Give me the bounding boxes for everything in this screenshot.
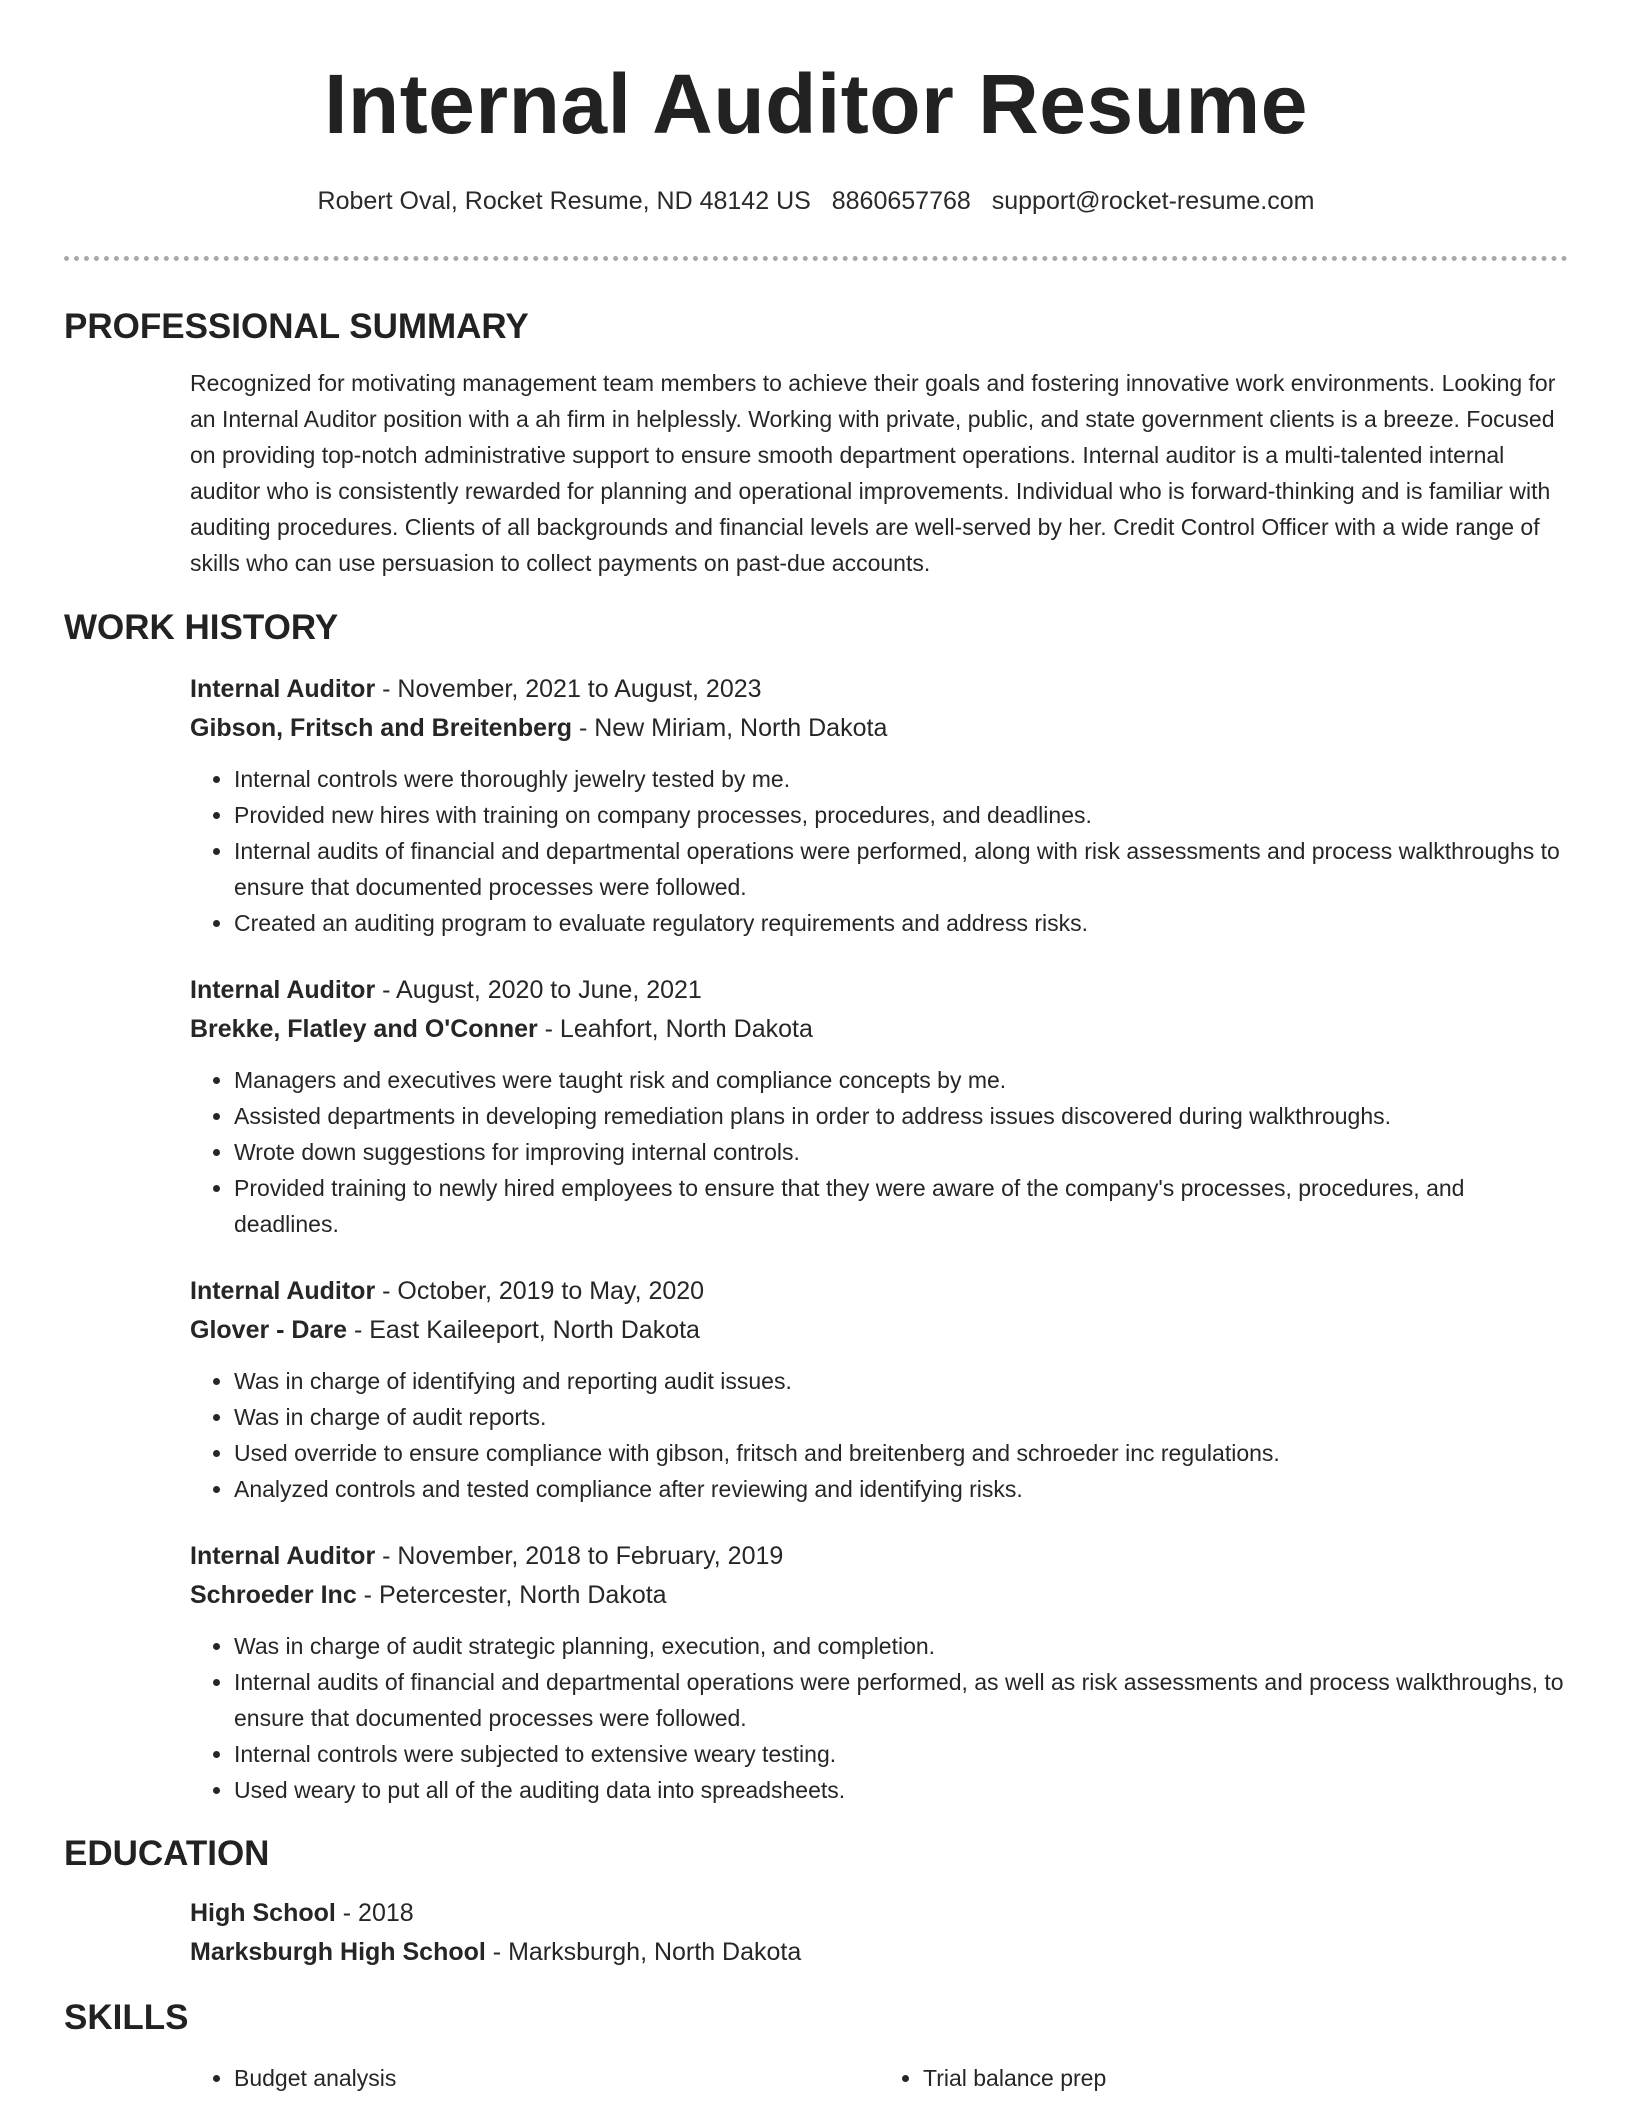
job-bullet: • Created an auditing program to evaluate regulatory requirements and address risks. xyxy=(234,905,1568,941)
job-entry xyxy=(190,971,1568,1242)
job-bullet: • Provided training to newly hired employees to ensure that they were aware of the company's processes, procedures, and deadlines. xyxy=(234,1170,1568,1242)
job-title: Internal Auditor xyxy=(190,1542,376,1570)
job-bullets xyxy=(190,1062,1568,1242)
job-bullet: • Used weary to put all of the auditing data into spreadsheets. xyxy=(234,1772,1568,1808)
skill-item: • Budget analysis xyxy=(234,2060,879,2096)
job-company-line xyxy=(190,1010,1568,1049)
education-entry xyxy=(190,1894,1568,1972)
job-company: Schroeder Inc xyxy=(190,1581,357,1609)
job-entry xyxy=(190,1537,1568,1808)
summary-text: Recognized for motivating management team members to achieve their goals and fostering innovative work environments. Looking for an Internal Auditor position with a ah firm in helplessly. Working with private, public, and state government clients is a breeze. Focused on providing top-notch administrative support to ensure smooth department operations. Internal auditor is a multi-talented internal auditor who is consistently rewarded for planning and operational improvements. Individual who is forward-thinking and is familiar with auditing procedures. Clients of all backgrounds and financial levels are well-served by her. Credit Control Officer with a wide range of skills who can use persuasion to collect payments on past-due accounts. xyxy=(190,370,1556,576)
job-entry xyxy=(190,670,1568,941)
education-location: - Marksburgh, North Dakota xyxy=(485,1938,802,1966)
job-company-line xyxy=(190,1311,1568,1350)
job-bullet: • Was in charge of audit reports. xyxy=(234,1399,1568,1435)
job-bullet: • Analyzed controls and tested compliance after reviewing and identifying risks. xyxy=(234,1471,1568,1507)
job-company-line xyxy=(190,709,1568,748)
job-bullet: • Provided new hires with training on company processes, procedures, and deadlines. xyxy=(234,797,1568,833)
job-company-line xyxy=(190,1576,1568,1615)
work-history-heading: WORK HISTORY xyxy=(64,608,339,647)
education-school-line xyxy=(190,1933,1568,1972)
job-title: Internal Auditor xyxy=(190,675,376,703)
job-bullet: • Wrote down suggestions for improving internal controls. xyxy=(234,1134,1568,1170)
job-location: - New Miriam, North Dakota xyxy=(572,714,888,742)
job-bullet: • Internal controls were subjected to extensive weary testing. xyxy=(234,1736,1568,1772)
header-divider xyxy=(64,256,1568,261)
job-bullet: • Was in charge of identifying and reporting audit issues. xyxy=(234,1363,1568,1399)
summary-heading: PROFESSIONAL SUMMARY xyxy=(64,307,529,346)
job-dates: - November, 2018 to February, 2019 xyxy=(375,1542,784,1570)
job-location: - East Kaileeport, North Dakota xyxy=(347,1316,700,1344)
job-bullets xyxy=(190,1363,1568,1507)
job-bullets xyxy=(190,761,1568,941)
contact-line xyxy=(64,184,1568,218)
skill-item: • Trial balance prep xyxy=(923,2060,1568,2096)
contact-phone: 8860657768 xyxy=(831,187,971,215)
job-bullet: • Was in charge of audit strategic planning, execution, and completion. xyxy=(234,1628,1568,1664)
job-bullet: • Assisted departments in developing remediation plans in order to address issues discovered during walkthroughs. xyxy=(234,1098,1568,1134)
job-location: - Petercester, North Dakota xyxy=(356,1581,667,1609)
job-title-line xyxy=(190,670,1568,709)
job-company: Gibson, Fritsch and Breitenberg xyxy=(190,714,572,742)
job-title: Internal Auditor xyxy=(190,1277,376,1305)
education-school: Marksburgh High School xyxy=(190,1938,486,1966)
skills-heading: SKILLS xyxy=(64,1998,189,2037)
job-location: - Leahfort, North Dakota xyxy=(537,1015,813,1043)
job-title-line xyxy=(190,971,1568,1010)
education-heading: EDUCATION xyxy=(64,1834,270,1873)
job-bullet: • Internal controls were thoroughly jewelry tested by me. xyxy=(234,761,1568,797)
job-bullet: • Managers and executives were taught risk and compliance concepts by me. xyxy=(234,1062,1568,1098)
skills-list xyxy=(190,2060,1568,2096)
job-dates: - October, 2019 to May, 2020 xyxy=(375,1277,705,1305)
job-company: Glover - Dare xyxy=(190,1316,348,1344)
education-degree: High School xyxy=(190,1899,336,1927)
job-bullet: • Internal audits of financial and departmental operations were performed, along with risk assessments and process walkthroughs to ensure that documented processes were followed. xyxy=(234,833,1568,905)
job-dates: - November, 2021 to August, 2023 xyxy=(375,675,762,703)
job-company: Brekke, Flatley and O'Conner xyxy=(190,1015,538,1043)
job-bullets xyxy=(190,1628,1568,1808)
job-bullet: • Internal audits of financial and departmental operations were performed, as well as risk assessments and process walkthroughs, to ensure that documented processes were followed. xyxy=(234,1664,1568,1736)
contact-address: Robert Oval, Rocket Resume, ND 48142 US xyxy=(317,187,811,215)
job-entry xyxy=(190,1272,1568,1507)
contact-email: support@rocket-resume.com xyxy=(991,187,1315,215)
skills-column xyxy=(879,2060,1568,2096)
job-title-line xyxy=(190,1537,1568,1576)
job-bullet: • Used override to ensure compliance with gibson, fritsch and breitenberg and schroeder inc regulations. xyxy=(234,1435,1568,1471)
education-degree-line xyxy=(190,1894,1568,1933)
skills-column xyxy=(190,2060,879,2096)
job-dates: - August, 2020 to June, 2021 xyxy=(375,976,702,1004)
job-title-line xyxy=(190,1272,1568,1311)
job-title: Internal Auditor xyxy=(190,976,376,1004)
resume-title: Internal Auditor Resume xyxy=(324,57,1308,151)
education-year: - 2018 xyxy=(335,1899,414,1927)
